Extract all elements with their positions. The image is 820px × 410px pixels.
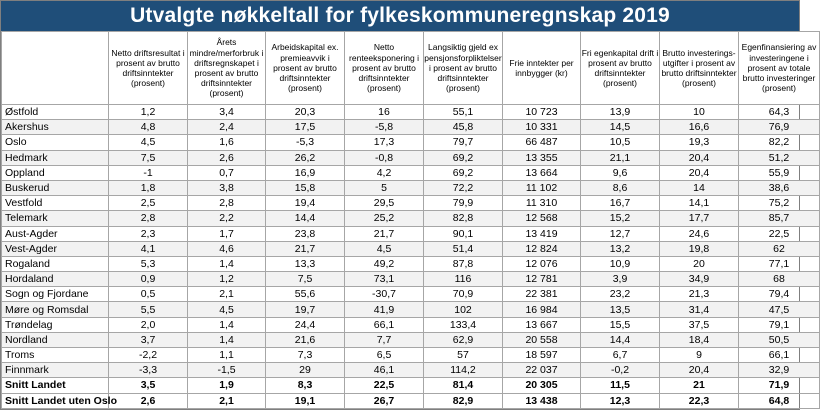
value-cell: 4,5: [345, 241, 424, 256]
value-cell: 3,4: [188, 105, 266, 120]
value-cell: 15,2: [581, 211, 660, 226]
value-cell: 2,8: [109, 211, 188, 226]
value-cell: 1,6: [188, 135, 266, 150]
county-name-cell: Hedmark: [2, 150, 109, 165]
value-cell: 24,6: [660, 226, 739, 241]
value-cell: 19,4: [266, 196, 345, 211]
value-cell: 102: [424, 302, 503, 317]
value-cell: -0,2: [581, 363, 660, 378]
value-cell: 19,3: [660, 135, 739, 150]
value-cell: 10,5: [581, 135, 660, 150]
value-cell: 82,8: [424, 211, 503, 226]
value-cell: 22,5: [739, 226, 820, 241]
value-cell: 21,7: [345, 226, 424, 241]
value-cell: 51,4: [424, 241, 503, 256]
value-cell: 21: [660, 378, 739, 393]
value-cell: 1,4: [188, 256, 266, 271]
value-cell: -5,8: [345, 120, 424, 135]
table-row: [2, 317, 820, 332]
value-cell: 50,5: [739, 332, 820, 347]
value-cell: 38,6: [739, 180, 820, 195]
value-cell: 47,5: [739, 302, 820, 317]
county-name-cell: Vest-Agder: [2, 241, 109, 256]
column-header: Netto renteeksponering i prosent av brutto driftsinntekter (prosent): [345, 32, 424, 105]
value-cell: 12 781: [503, 272, 581, 287]
value-cell: 22 037: [503, 363, 581, 378]
table-row: [2, 332, 820, 347]
value-cell: 0,9: [109, 272, 188, 287]
table-row: [2, 348, 820, 363]
value-cell: 3,9: [581, 272, 660, 287]
value-cell: 16,7: [581, 196, 660, 211]
value-cell: 20: [660, 256, 739, 271]
value-cell: 71,9: [739, 378, 820, 393]
county-name-cell: Oppland: [2, 165, 109, 180]
value-cell: 1,2: [109, 105, 188, 120]
value-cell: 79,7: [424, 135, 503, 150]
value-cell: 32,9: [739, 363, 820, 378]
value-cell: 10 331: [503, 120, 581, 135]
value-cell: 75,2: [739, 196, 820, 211]
column-header: Egenfinansiering av investeringene i prosent av totale brutto investeringer (prosent): [739, 32, 820, 105]
value-cell: 2,8: [188, 196, 266, 211]
value-cell: 9,6: [581, 165, 660, 180]
column-header: Netto driftsresultat i prosent av brutto driftsinntekter (prosent): [109, 32, 188, 105]
value-cell: 116: [424, 272, 503, 287]
value-cell: 13 667: [503, 317, 581, 332]
value-cell: 85,7: [739, 211, 820, 226]
value-cell: 1,4: [188, 332, 266, 347]
value-cell: 17,3: [345, 135, 424, 150]
county-name-cell: Finnmark: [2, 363, 109, 378]
value-cell: 114,2: [424, 363, 503, 378]
value-cell: 2,5: [109, 196, 188, 211]
table-row: [2, 211, 820, 226]
value-cell: 2,6: [109, 393, 188, 408]
value-cell: 79,1: [739, 317, 820, 332]
county-name-cell: Oslo: [2, 135, 109, 150]
value-cell: 24,4: [266, 317, 345, 332]
value-cell: 133,4: [424, 317, 503, 332]
value-cell: 2,6: [188, 150, 266, 165]
value-cell: 62,9: [424, 332, 503, 347]
value-cell: 16: [345, 105, 424, 120]
value-cell: 87,8: [424, 256, 503, 271]
value-cell: 64,3: [739, 105, 820, 120]
value-cell: 22 381: [503, 287, 581, 302]
value-cell: 0,5: [109, 287, 188, 302]
county-name-cell: Telemark: [2, 211, 109, 226]
table-row: [2, 256, 820, 271]
value-cell: 79,4: [739, 287, 820, 302]
value-cell: 31,4: [660, 302, 739, 317]
value-cell: 19,1: [266, 393, 345, 408]
county-name-cell: Snitt Landet uten Oslo: [2, 393, 109, 408]
value-cell: 37,5: [660, 317, 739, 332]
value-cell: 68: [739, 272, 820, 287]
table-body: [2, 105, 820, 409]
value-cell: 15,8: [266, 180, 345, 195]
value-cell: -0,8: [345, 150, 424, 165]
value-cell: 14,5: [581, 120, 660, 135]
value-cell: 69,2: [424, 165, 503, 180]
value-cell: 11,5: [581, 378, 660, 393]
value-cell: 1,4: [188, 317, 266, 332]
value-cell: 1,7: [188, 226, 266, 241]
value-cell: 8,3: [266, 378, 345, 393]
value-cell: 4,5: [188, 302, 266, 317]
value-cell: 81,4: [424, 378, 503, 393]
table-row: [2, 302, 820, 317]
value-cell: 1,1: [188, 348, 266, 363]
county-name-cell: Nordland: [2, 332, 109, 347]
value-cell: 46,1: [345, 363, 424, 378]
county-name-cell: Rogaland: [2, 256, 109, 271]
value-cell: 14,4: [266, 211, 345, 226]
value-cell: 5,3: [109, 256, 188, 271]
value-cell: 23,2: [581, 287, 660, 302]
value-cell: 57: [424, 348, 503, 363]
value-cell: 14,1: [660, 196, 739, 211]
table-row: [2, 363, 820, 378]
value-cell: 18,4: [660, 332, 739, 347]
value-cell: 7,5: [109, 150, 188, 165]
value-cell: 16 984: [503, 302, 581, 317]
column-header: Fri egenkapital drift i prosent av brutto driftsinntekter (prosent): [581, 32, 660, 105]
page-title: Utvalgte nøkkeltall for fylkeskommuneregnskap 2019: [1, 1, 799, 31]
column-header: Langsiktig gjeld ex pensjonsforpliktelser i prosent av brutto driftsinntekter (prosent): [424, 32, 503, 105]
value-cell: 20 305: [503, 378, 581, 393]
table-row: [2, 105, 820, 120]
value-cell: 77,1: [739, 256, 820, 271]
value-cell: 49,2: [345, 256, 424, 271]
value-cell: 12,7: [581, 226, 660, 241]
county-name-cell: Akershus: [2, 120, 109, 135]
value-cell: 11 310: [503, 196, 581, 211]
value-cell: 20 558: [503, 332, 581, 347]
value-cell: 4,8: [109, 120, 188, 135]
county-name-cell: Østfold: [2, 105, 109, 120]
county-name-cell: Aust-Agder: [2, 226, 109, 241]
value-cell: 2,4: [188, 120, 266, 135]
value-cell: 66,1: [739, 348, 820, 363]
value-cell: 7,5: [266, 272, 345, 287]
value-cell: 55,9: [739, 165, 820, 180]
value-cell: 22,3: [660, 393, 739, 408]
value-cell: 10 723: [503, 105, 581, 120]
value-cell: 2,2: [188, 211, 266, 226]
value-cell: 4,5: [109, 135, 188, 150]
table-row: [2, 150, 820, 165]
table-row: [2, 272, 820, 287]
table-row: [2, 196, 820, 211]
column-header: Brutto investerings-utgifter i prosent av brutto driftsinntekter (prosent): [660, 32, 739, 105]
value-cell: 3,8: [188, 180, 266, 195]
value-cell: 1,2: [188, 272, 266, 287]
value-cell: 12 824: [503, 241, 581, 256]
value-cell: 20,3: [266, 105, 345, 120]
value-cell: 12 568: [503, 211, 581, 226]
value-cell: 20,4: [660, 363, 739, 378]
value-cell: 26,7: [345, 393, 424, 408]
value-cell: 2,1: [188, 287, 266, 302]
header-row: [2, 32, 820, 105]
value-cell: 10,9: [581, 256, 660, 271]
value-cell: 76,9: [739, 120, 820, 135]
value-cell: 90,1: [424, 226, 503, 241]
value-cell: 79,9: [424, 196, 503, 211]
table-row: [2, 120, 820, 135]
value-cell: 19,8: [660, 241, 739, 256]
county-name-cell: Hordaland: [2, 272, 109, 287]
summary-row: [2, 393, 820, 408]
value-cell: 8,6: [581, 180, 660, 195]
value-cell: 2,1: [188, 393, 266, 408]
county-name-cell: Troms: [2, 348, 109, 363]
value-cell: 2,0: [109, 317, 188, 332]
value-cell: 29: [266, 363, 345, 378]
value-cell: 3,7: [109, 332, 188, 347]
county-name-cell: Snitt Landet: [2, 378, 109, 393]
value-cell: 13,9: [581, 105, 660, 120]
value-cell: 13 419: [503, 226, 581, 241]
value-cell: 15,5: [581, 317, 660, 332]
value-cell: 13,2: [581, 241, 660, 256]
table-row: [2, 180, 820, 195]
value-cell: -30,7: [345, 287, 424, 302]
value-cell: 55,6: [266, 287, 345, 302]
county-name-cell: Møre og Romsdal: [2, 302, 109, 317]
value-cell: 5: [345, 180, 424, 195]
table-row: [2, 165, 820, 180]
value-cell: -3,3: [109, 363, 188, 378]
value-cell: 3,5: [109, 378, 188, 393]
value-cell: 82,9: [424, 393, 503, 408]
column-header: Årets mindre/merforbruk i driftsregnskapet i prosent av brutto driftsinntekter (prosent): [188, 32, 266, 105]
value-cell: 29,5: [345, 196, 424, 211]
value-cell: 25,2: [345, 211, 424, 226]
value-cell: 16,9: [266, 165, 345, 180]
value-cell: -5,3: [266, 135, 345, 150]
value-cell: 21,1: [581, 150, 660, 165]
value-cell: 55,1: [424, 105, 503, 120]
value-cell: 13,3: [266, 256, 345, 271]
value-cell: 21,7: [266, 241, 345, 256]
value-cell: 73,1: [345, 272, 424, 287]
value-cell: 69,2: [424, 150, 503, 165]
value-cell: 1,9: [188, 378, 266, 393]
value-cell: 14,4: [581, 332, 660, 347]
value-cell: 64,8: [739, 393, 820, 408]
value-cell: 21,6: [266, 332, 345, 347]
county-name-cell: Sogn og Fjordane: [2, 287, 109, 302]
header-cell-blank: [2, 32, 109, 105]
value-cell: 9: [660, 348, 739, 363]
value-cell: 13 664: [503, 165, 581, 180]
value-cell: -1: [109, 165, 188, 180]
value-cell: 20,4: [660, 165, 739, 180]
value-cell: 4,2: [345, 165, 424, 180]
value-cell: -2,2: [109, 348, 188, 363]
value-cell: 7,3: [266, 348, 345, 363]
value-cell: 10: [660, 105, 739, 120]
value-cell: 7,7: [345, 332, 424, 347]
value-cell: 13 438: [503, 393, 581, 408]
value-cell: 41,9: [345, 302, 424, 317]
value-cell: 12 076: [503, 256, 581, 271]
table-row: [2, 226, 820, 241]
value-cell: 17,5: [266, 120, 345, 135]
column-header: Frie inntekter per innbygger (kr): [503, 32, 581, 105]
table-row: [2, 135, 820, 150]
value-cell: 66 487: [503, 135, 581, 150]
value-cell: 16,6: [660, 120, 739, 135]
value-cell: 6,7: [581, 348, 660, 363]
value-cell: 4,1: [109, 241, 188, 256]
value-cell: 51,2: [739, 150, 820, 165]
value-cell: 23,8: [266, 226, 345, 241]
value-cell: 2,3: [109, 226, 188, 241]
value-cell: 20,4: [660, 150, 739, 165]
value-cell: 18 597: [503, 348, 581, 363]
value-cell: 82,2: [739, 135, 820, 150]
value-cell: 4,6: [188, 241, 266, 256]
column-header: Arbeidskapital ex. premieavvik i prosent av brutto driftsinntekter (prosent): [266, 32, 345, 105]
table-row: [2, 241, 820, 256]
value-cell: 19,7: [266, 302, 345, 317]
value-cell: 1,8: [109, 180, 188, 195]
value-cell: -1,5: [188, 363, 266, 378]
value-cell: 17,7: [660, 211, 739, 226]
county-name-cell: Buskerud: [2, 180, 109, 195]
value-cell: 72,2: [424, 180, 503, 195]
county-name-cell: Vestfold: [2, 196, 109, 211]
value-cell: 13,5: [581, 302, 660, 317]
value-cell: 62: [739, 241, 820, 256]
county-name-cell: Trøndelag: [2, 317, 109, 332]
value-cell: 6,5: [345, 348, 424, 363]
value-cell: 21,3: [660, 287, 739, 302]
summary-row: [2, 378, 820, 393]
value-cell: 26,2: [266, 150, 345, 165]
value-cell: 0,7: [188, 165, 266, 180]
value-cell: 66,1: [345, 317, 424, 332]
value-cell: 12,3: [581, 393, 660, 408]
key-figures-table: [1, 31, 820, 409]
value-cell: 45,8: [424, 120, 503, 135]
value-cell: 5,5: [109, 302, 188, 317]
value-cell: 34,9: [660, 272, 739, 287]
value-cell: 14: [660, 180, 739, 195]
table-row: [2, 287, 820, 302]
value-cell: 11 102: [503, 180, 581, 195]
value-cell: 13 355: [503, 150, 581, 165]
value-cell: 22,5: [345, 378, 424, 393]
value-cell: 70,9: [424, 287, 503, 302]
